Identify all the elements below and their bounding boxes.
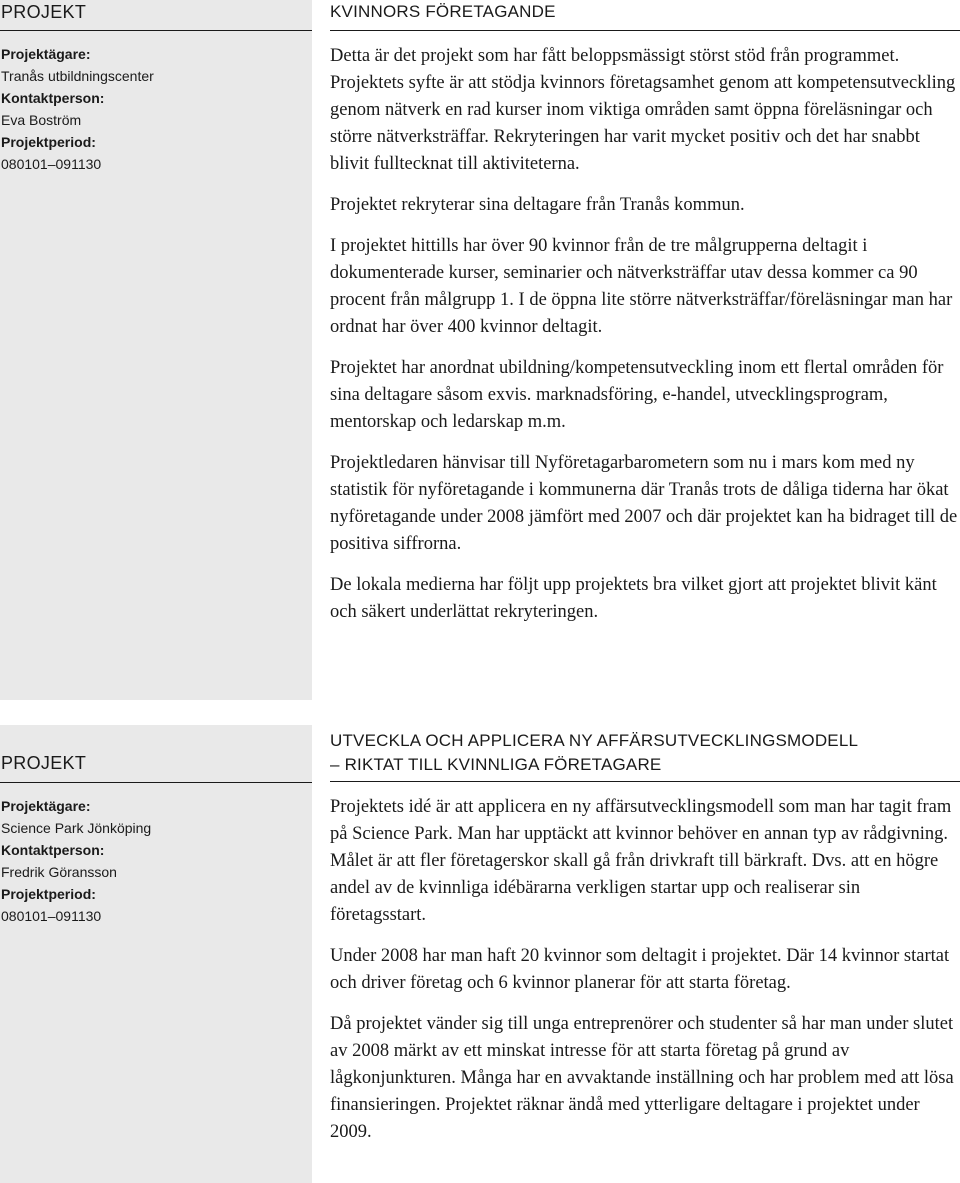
paragraph: Projektet har anordnat ubildning/kompetensutveckling inom ett flertal områden för sina deltagare såsom exvis. marknadsföring, e-handel, utvecklingsprogram, mentorskap och ledarskap m.m. xyxy=(330,358,944,432)
owner-value: Tranås utbildningscenter xyxy=(1,68,154,84)
project-meta xyxy=(0,795,312,927)
project-title: KVINNORS FÖRETAGANDE xyxy=(330,0,960,31)
project-info-sidebar xyxy=(0,0,312,700)
owner-label: Projektägare: xyxy=(1,798,91,814)
paragraph: Detta är det projekt som har fått beloppsmässigt störst stöd från programmet. Projektets syfte är att stödja kvinnors företagsamhet genom att kompetensutveckling genom nätverk en rad kurser inom viktiga områden samt öppna föreläsningar och större nätverksträffar. Rekryteringen har varit mycket positiv och det har snabbt blivit fulltecknat till aktiviteterna. xyxy=(330,46,956,174)
period-value: 080101–091130 xyxy=(1,156,102,172)
project-title xyxy=(330,725,960,782)
sidebar-heading: PROJEKT xyxy=(0,725,312,783)
paragraph: Projektledaren hänvisar till Nyföretagarbarometern som nu i mars kom med ny statistik för nyföretagande i kommunerna där Tranås trots de dåliga tiderna har ökat nyföretagande under 2008 jämfört med 2007 och där projektet kan ha bidraget till de positiva siffrorna. xyxy=(330,453,958,554)
paragraph: Projektets idé är att applicera en ny affärsutvecklingsmodell som man har tagit fram på Science Park. Man har upptäckt att kvinnor behöver en annan typ av rådgivning. Målet är att fler företagerskor skall gå från drivkraft till bärkraft. Dvs. att en högre andel av de kvinnliga idébärarna verkligen startar upp och realiserar sin företagsstart. xyxy=(330,797,952,925)
paragraph: Projektet rekryterar sina deltagare från Tranås kommun. xyxy=(330,195,745,215)
project-meta xyxy=(0,43,312,175)
paragraph: De lokala medierna har följt upp projektets bra vilket gjort att projektet blivit känt och säkert underlättat rekryteringen. xyxy=(330,575,937,622)
contact-label: Kontaktperson: xyxy=(1,842,105,858)
owner-value: Science Park Jönköping xyxy=(1,820,152,836)
paragraph: I projektet hittills har över 90 kvinnor från de tre målgrupperna deltagit i dokumenterade kurser, seminarier och nätverksträffar utav dessa kommer ca 90 procent från målgrupp 1. I de öppna lite större nätverksträffar/föreläsningar man har ordnat har över 400 kvinnor deltagit. xyxy=(330,236,953,337)
contact-value: Fredrik Göransson xyxy=(1,864,117,880)
project-title-line: UTVECKLA OCH APPLICERA NY AFFÄRSUTVECKLINGSMODELL xyxy=(330,731,859,750)
project-info-sidebar xyxy=(0,725,312,1183)
paragraph: Då projektet vänder sig till unga entreprenörer och studenter så har man under slutet av 2008 märkt av ett minskat intresse för att starta företag på grund av lågkonjunkturen. Många har en avvaktande inställning och har problem med att lösa finansieringen. Projektet räknar ändå med ytterligare deltagare i projektet under 2009. xyxy=(330,1014,954,1142)
period-value: 080101–091130 xyxy=(1,908,102,924)
sidebar-heading: PROJEKT xyxy=(0,0,312,31)
owner-label: Projektägare: xyxy=(1,46,91,62)
period-label: Projektperiod: xyxy=(1,134,96,150)
period-label: Projektperiod: xyxy=(1,886,96,902)
project-description xyxy=(330,0,960,640)
contact-label: Kontaktperson: xyxy=(1,90,105,106)
project-subtitle-line: – RIKTAT TILL KVINNLIGA FÖRETAGARE xyxy=(330,755,662,774)
project-section-affarsutvecklingsmodell xyxy=(0,725,960,1183)
contact-value: Eva Boström xyxy=(1,112,82,128)
paragraph: Under 2008 har man haft 20 kvinnor som deltagit i projektet. Där 14 kvinnor startat och driver företag och 6 kvinnor planerar för att starta företag. xyxy=(330,946,950,993)
project-description xyxy=(330,725,960,1160)
